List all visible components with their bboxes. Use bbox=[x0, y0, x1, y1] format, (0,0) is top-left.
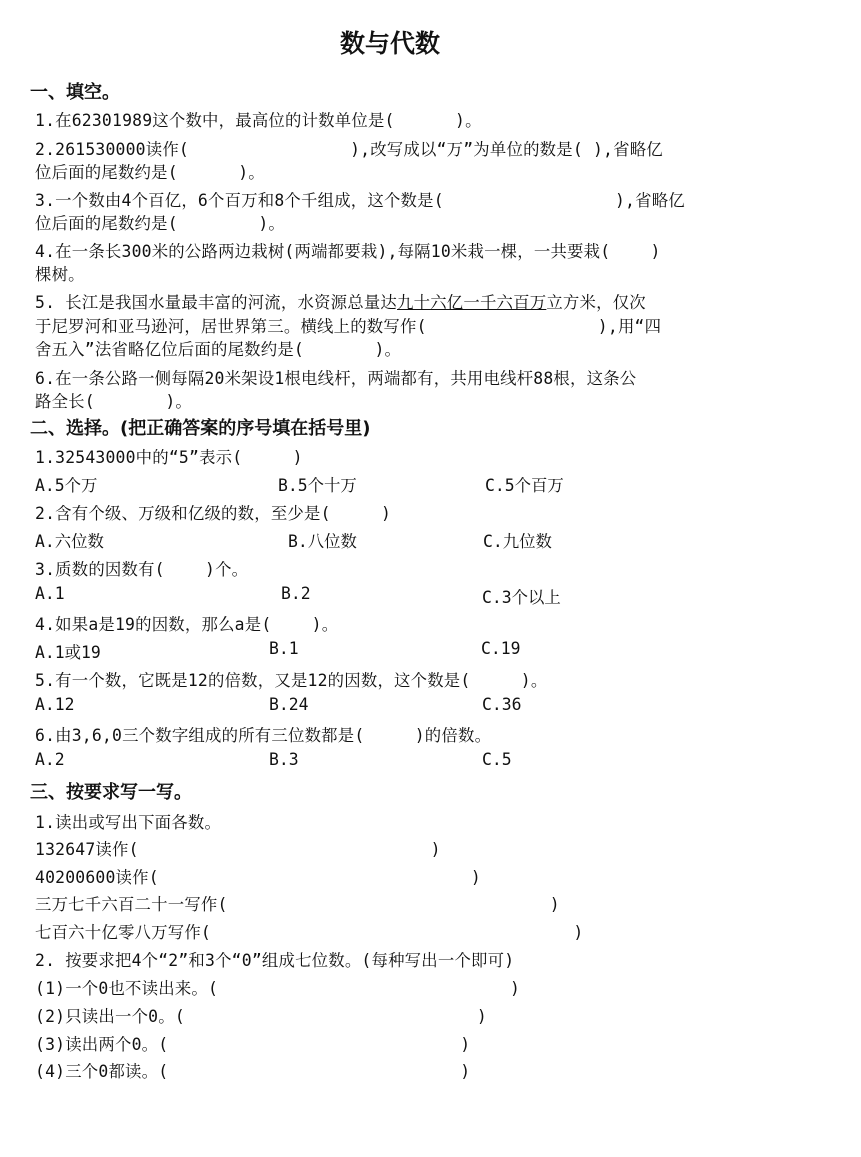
fill-question-1: 1.在62301989这个数中，最高位的计数单位是( )。 bbox=[35, 111, 482, 130]
choice-4-option-c: C.19 bbox=[481, 639, 521, 658]
choice-4-option-b: B.1 bbox=[269, 639, 299, 658]
choice-question-3: 3.质数的因数有( )个。 bbox=[35, 560, 249, 579]
write-line-4: 七百六十亿零八万写作( ) bbox=[35, 923, 584, 942]
fill-question-4a: 4.在一条长300米的公路两边栽树(两端都要栽),每隔10米栽一棵，一共要栽( ) bbox=[35, 242, 661, 261]
write-line-2: 40200600读作( ) bbox=[35, 868, 481, 887]
fill-question-3b: 位后面的尾数约是( )。 bbox=[35, 214, 285, 233]
fill-q5-underlined: 九十六亿一千六百万 bbox=[397, 293, 547, 312]
section-heading-fill: 一、填空。 bbox=[30, 82, 120, 103]
write-question-2: 2. 按要求把4个“2”和3个“0”组成七位数。(每种写出一个即可) bbox=[35, 951, 515, 970]
choice-1-option-a: A.5个万 bbox=[35, 476, 98, 495]
write-part-2: (2)只读出一个0。( ) bbox=[35, 1007, 487, 1026]
choice-question-2: 2.含有个级、万级和亿级的数，至少是( ) bbox=[35, 504, 392, 523]
fill-q5-suffix: 立方米，仅次 bbox=[546, 293, 646, 312]
choice-3-option-a: A.1 bbox=[35, 584, 65, 603]
write-part-3: (3)读出两个0。( ) bbox=[35, 1035, 471, 1054]
choice-6-option-c: C.5 bbox=[482, 750, 512, 769]
write-line-3: 三万七千六百二十一写作( ) bbox=[35, 895, 560, 914]
fill-question-5c: 舍五入”法省略亿位后面的尾数约是( )。 bbox=[35, 340, 402, 359]
choice-1-option-b: B.5个十万 bbox=[278, 476, 357, 495]
choice-question-4: 4.如果a是19的因数，那么a是( )。 bbox=[35, 615, 339, 634]
write-part-4: (4)三个0都读。( ) bbox=[35, 1062, 471, 1081]
choice-4-option-a: A.1或19 bbox=[35, 643, 101, 662]
fill-question-6b: 路全长( )。 bbox=[35, 392, 192, 411]
fill-question-2a: 2.261530000读作( ),改写成以“万”为单位的数是( ),省略亿 bbox=[35, 140, 663, 159]
choice-6-option-a: A.2 bbox=[35, 750, 65, 769]
write-question-1: 1.读出或写出下面各数。 bbox=[35, 813, 222, 832]
section-heading-write: 三、按要求写一写。 bbox=[30, 782, 192, 803]
choice-3-option-b: B.2 bbox=[281, 584, 311, 603]
choice-1-option-c: C.5个百万 bbox=[485, 476, 564, 495]
choice-6-option-b: B.3 bbox=[269, 750, 299, 769]
fill-q5-prefix: 5. 长江是我国水量最丰富的河流，水资源总量达 bbox=[35, 293, 398, 312]
choice-2-option-c: C.九位数 bbox=[483, 532, 552, 551]
choice-question-5: 5.有一个数，它既是12的倍数，又是12的因数，这个数是( )。 bbox=[35, 671, 548, 690]
choice-question-1: 1.32543000中的“5”表示( ) bbox=[35, 448, 303, 467]
fill-question-5a bbox=[35, 289, 646, 313]
page-title: 数与代数 bbox=[339, 29, 440, 58]
choice-question-6: 6.由3,6,0三个数字组成的所有三位数都是( )的倍数。 bbox=[35, 726, 492, 745]
fill-question-4b: 棵树。 bbox=[35, 265, 85, 284]
choice-5-option-a: A.12 bbox=[35, 695, 75, 714]
fill-question-2b: 位后面的尾数约是( )。 bbox=[35, 163, 265, 182]
choice-5-option-c: C.36 bbox=[482, 695, 522, 714]
section-heading-choice: 二、选择。(把正确答案的序号填在括号里) bbox=[30, 418, 371, 439]
choice-2-option-b: B.八位数 bbox=[288, 532, 357, 551]
choice-5-option-b: B.24 bbox=[269, 695, 309, 714]
choice-2-option-a: A.六位数 bbox=[35, 532, 104, 551]
fill-question-3a: 3.一个数由4个百亿，6个百万和8个千组成，这个数是( ),省略亿 bbox=[35, 191, 685, 210]
fill-question-6a: 6.在一条公路一侧每隔20米架设1根电线杆，两端都有，共用电线杆88根，这条公 bbox=[35, 369, 637, 388]
write-part-1: (1)一个0也不读出来。( ) bbox=[35, 979, 521, 998]
write-line-1: 132647读作( ) bbox=[35, 840, 441, 859]
fill-question-5b: 于尼罗河和亚马逊河，居世界第三。横线上的数写作( ),用“四 bbox=[35, 317, 662, 336]
choice-3-option-c: C.3个以上 bbox=[482, 588, 561, 607]
